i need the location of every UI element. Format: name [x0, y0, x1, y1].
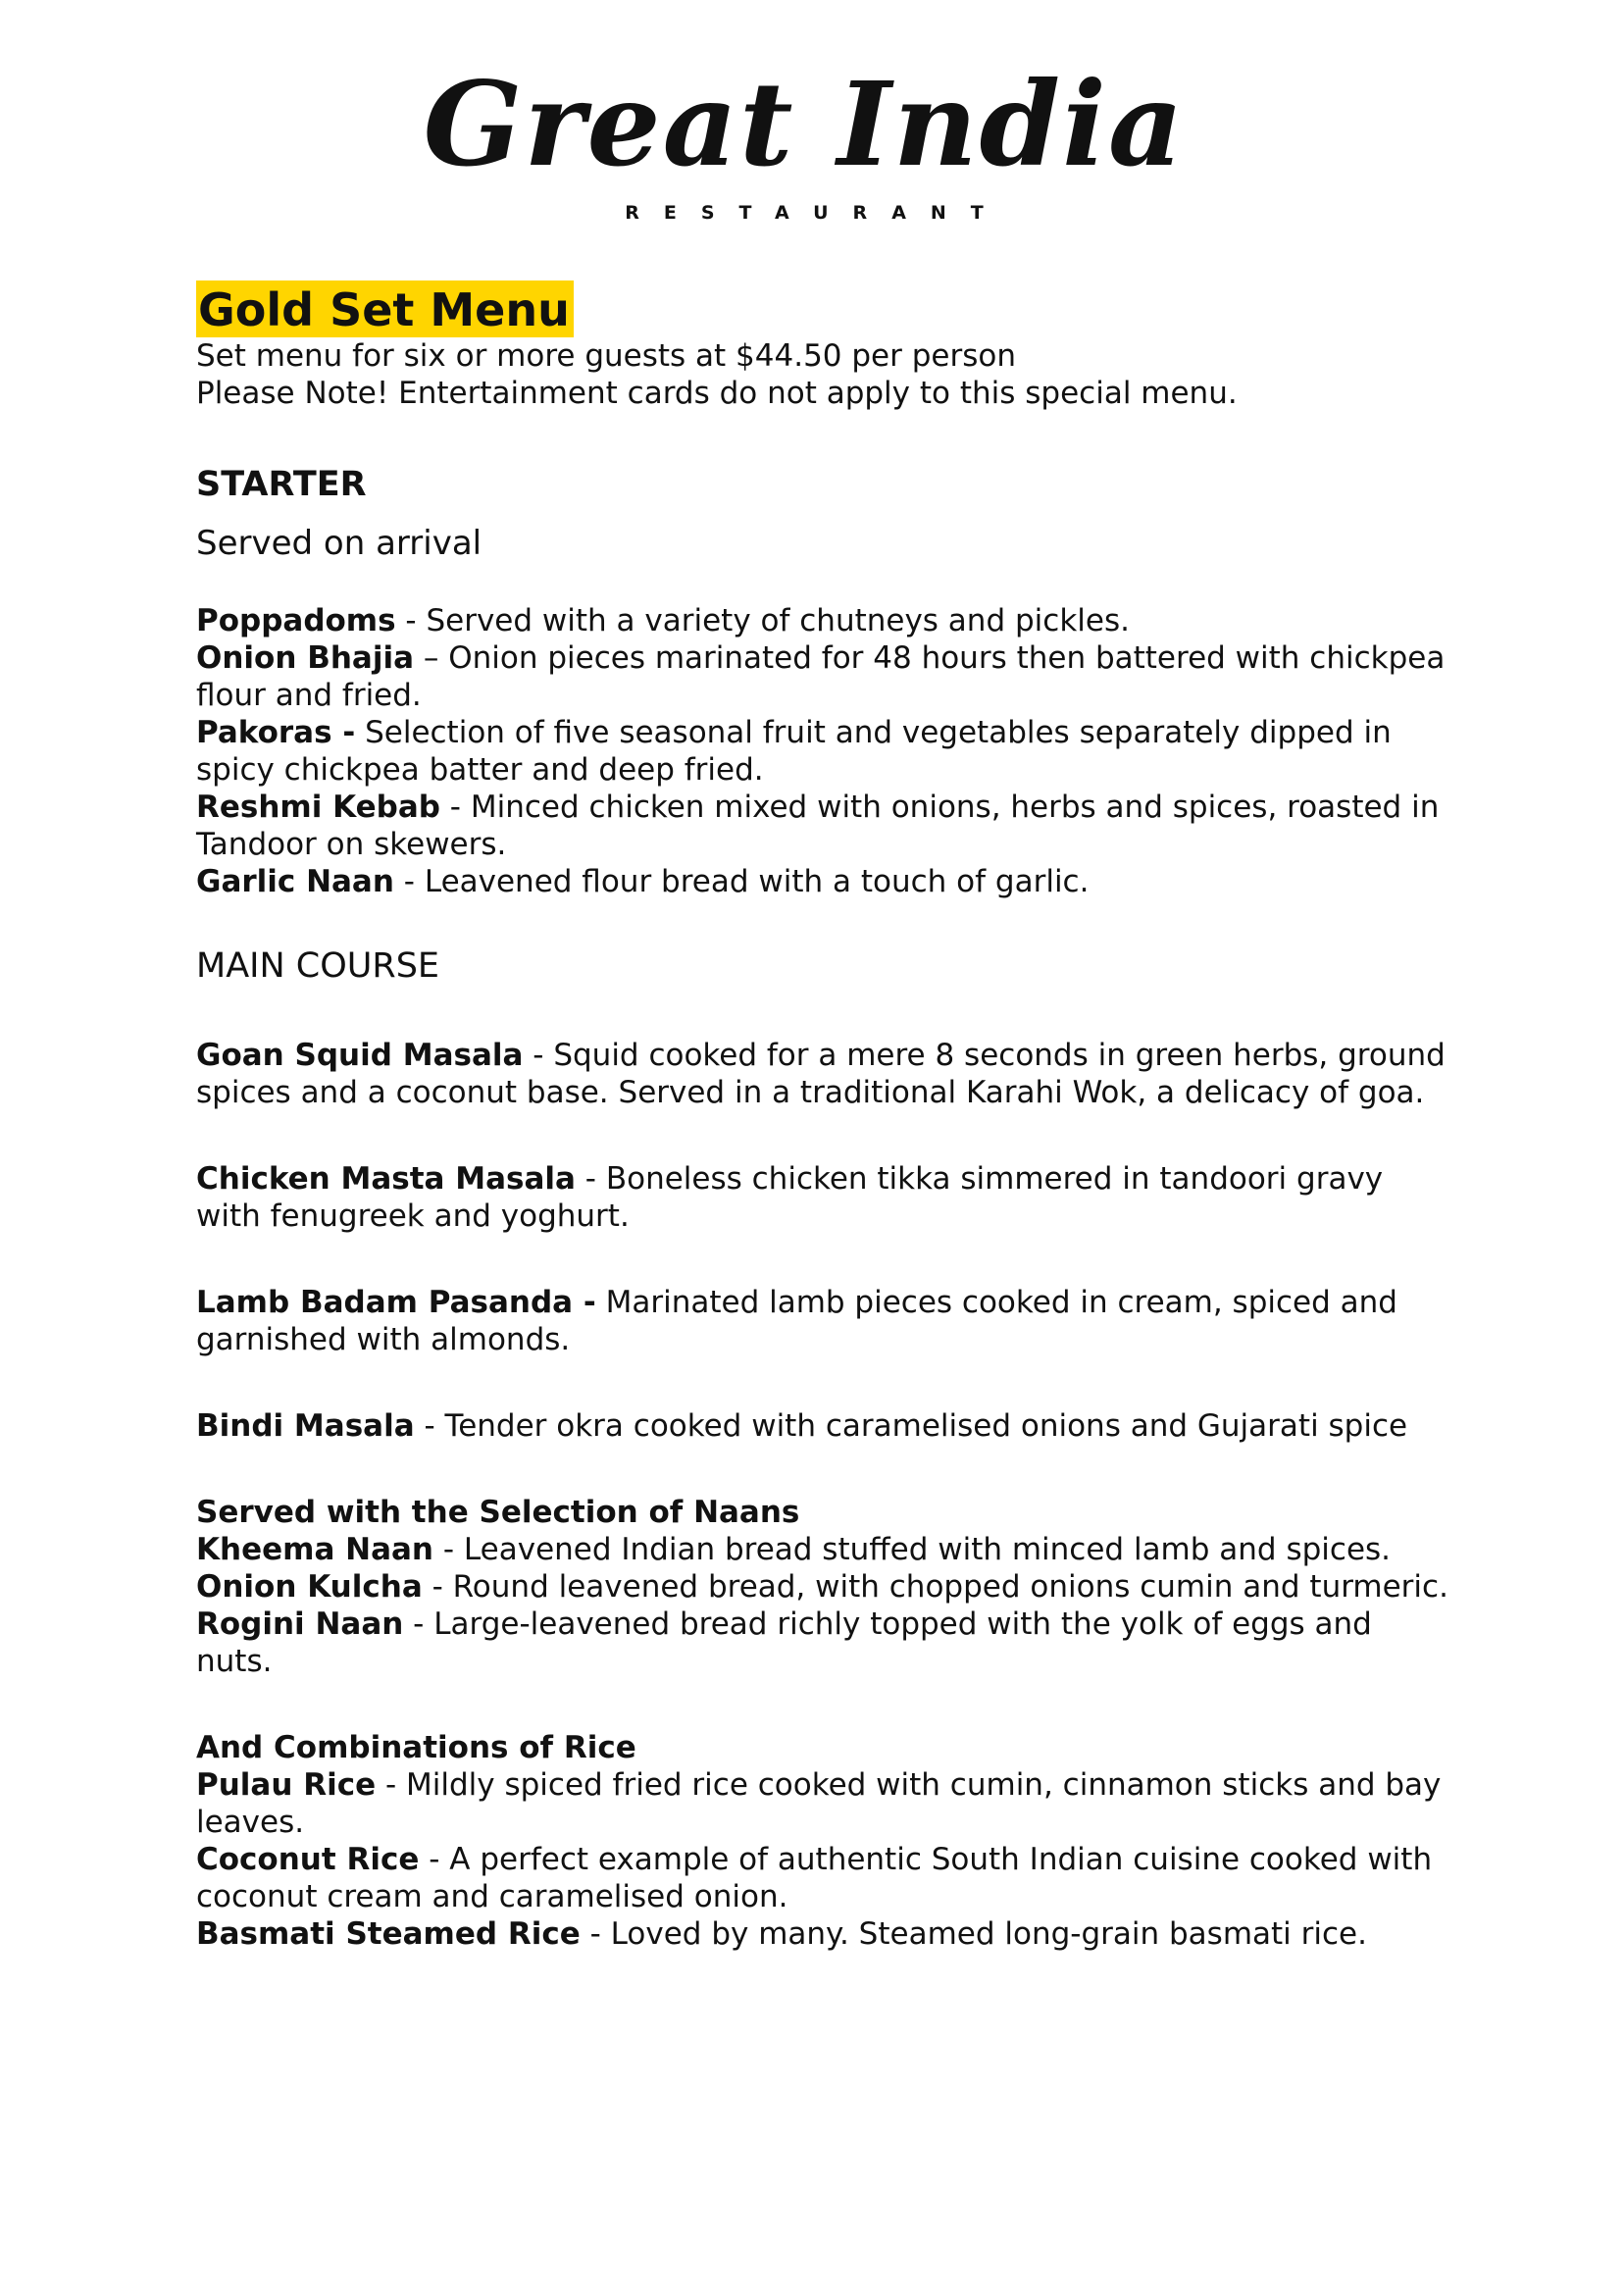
list-item	[196, 1766, 1451, 1841]
menu-content	[196, 280, 1451, 1953]
item-name: Pulau Rice	[196, 1767, 377, 1803]
item-description: Served with a variety of chutneys and pickles.	[426, 603, 1130, 638]
item-separator: -	[422, 1569, 453, 1605]
item-separator	[596, 1285, 606, 1320]
logo-name: Great India	[423, 56, 1186, 192]
logo-subtitle: RESTAURANT	[625, 202, 1008, 224]
menu-intro-note: Please Note! Entertainment cards do not apply to this special menu.	[196, 376, 1238, 411]
item-name: Garlic Naan	[196, 864, 394, 899]
item-name: Onion Kulcha	[196, 1569, 423, 1605]
list-item	[196, 602, 1451, 639]
rice-section	[196, 1729, 1451, 1953]
item-description: Large-leavened bread richly topped with the yolk of eggs and nuts.	[196, 1606, 1372, 1679]
item-description: Minced chicken mixed with onions, herbs and spices, roasted in Tandoor on skewers.	[196, 790, 1440, 862]
item-description: Loved by many. Steamed long-grain basmati rice.	[610, 1916, 1367, 1952]
item-name: Reshmi Kebab	[196, 790, 440, 825]
menu-title: Gold Set Menu	[196, 280, 574, 337]
item-description: Leavened Indian bread stuffed with minced lamb and spices.	[463, 1532, 1392, 1567]
item-description: Onion pieces marinated for 48 hours then battered with chickpea flour and fried.	[196, 640, 1446, 713]
item-name: Bindi Masala	[196, 1408, 415, 1444]
list-item	[196, 863, 1451, 900]
item-separator: -	[403, 1606, 434, 1642]
item-description: Boneless chicken tikka simmered in tandoori gravy with fenugreek and yoghurt.	[196, 1161, 1384, 1234]
item-name: Basmati Steamed Rice	[196, 1916, 581, 1952]
item-separator: -	[433, 1532, 464, 1567]
list-item	[196, 639, 1451, 714]
list-item	[196, 1531, 1451, 1568]
item-name: Pakoras -	[196, 715, 356, 750]
list-item	[196, 1841, 1451, 1915]
menu-intro-price: Set menu for six or more guests at $44.50 per person	[196, 338, 1016, 374]
restaurant-logo	[353, 56, 1255, 237]
item-separator: -	[419, 1842, 450, 1877]
item-description: Tender okra cooked with caramelised onions and Gujarati spice	[444, 1408, 1408, 1444]
item-separator: –	[414, 640, 449, 676]
item-separator: -	[393, 864, 425, 899]
starter-subtitle: Served on arrival	[196, 524, 482, 563]
item-description: Leavened flour bread with a touch of garlic.	[424, 864, 1090, 899]
main-course-title: MAIN COURSE	[196, 946, 440, 986]
list-item	[196, 789, 1451, 863]
item-description: Mildly spiced fried rice cooked with cumin, cinnamon sticks and bay leaves.	[196, 1767, 1442, 1840]
item-separator: -	[523, 1038, 554, 1073]
item-separator: -	[395, 603, 427, 638]
item-separator	[355, 715, 365, 750]
list-item	[196, 1160, 1451, 1235]
list-item	[196, 1568, 1451, 1606]
item-separator: -	[414, 1408, 445, 1444]
list-item	[196, 1037, 1451, 1111]
item-separator: -	[376, 1767, 406, 1803]
naans-heading: Served with the Selection of Naans	[196, 1495, 800, 1530]
item-separator: -	[575, 1161, 606, 1197]
item-name: Chicken Masta Masala	[196, 1161, 576, 1197]
item-name: Rogini Naan	[196, 1606, 404, 1642]
starter-list	[196, 602, 1451, 900]
item-description: Squid cooked for a mere 8 seconds in green herbs, ground spices and a coconut base. Served in a traditional Karahi Wok, a delicacy of goa.	[196, 1038, 1446, 1110]
item-description: Round leavened bread, with chopped onions cumin and turmeric.	[452, 1569, 1448, 1605]
naans-section	[196, 1494, 1451, 1680]
item-separator: -	[439, 790, 471, 825]
rice-heading: And Combinations of Rice	[196, 1730, 636, 1765]
item-name: Onion Bhajia	[196, 640, 414, 676]
list-item	[196, 1284, 1451, 1358]
item-separator: -	[580, 1916, 611, 1952]
list-item	[196, 1915, 1451, 1953]
list-item	[196, 1606, 1451, 1680]
item-description: Marinated lamb pieces cooked in cream, spiced and garnished with almonds.	[196, 1285, 1397, 1357]
item-name: Kheema Naan	[196, 1532, 434, 1567]
item-name: Poppadoms	[196, 603, 396, 638]
item-description: Selection of five seasonal fruit and vegetables separately dipped in spicy chickpea batter and deep fried.	[196, 715, 1392, 788]
item-name: Lamb Badam Pasanda -	[196, 1285, 596, 1320]
list-item	[196, 714, 1451, 789]
starter-title: STARTER	[196, 465, 367, 504]
item-name: Coconut Rice	[196, 1842, 420, 1877]
item-description: A perfect example of authentic South Indian cuisine cooked with coconut cream and caramelised onion.	[196, 1842, 1433, 1914]
list-item	[196, 1407, 1451, 1445]
item-name: Goan Squid Masala	[196, 1038, 524, 1073]
